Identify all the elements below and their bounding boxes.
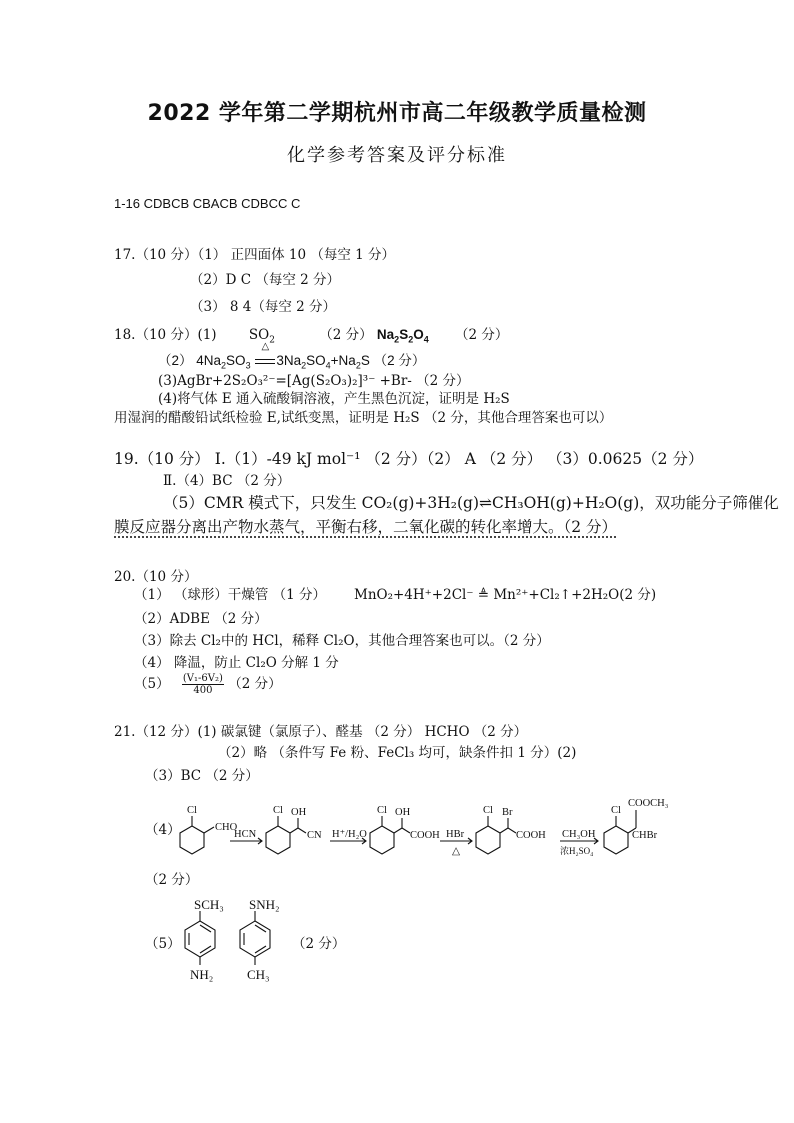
reagent-ch3oh: CH₃OH: [562, 829, 596, 840]
page-title: 2022 学年第二学期杭州市高二年级教学质量检测: [147, 101, 647, 126]
q19-line3: （5）CMR 模式下，只发生 CO₂(g)+3H₂(g)⇌CH₃OH(g)+H₂O(g)，双功能分子筛催化: [163, 494, 779, 512]
q20-line1a: （1） （球形）干燥管 （1 分）: [134, 587, 327, 603]
q21-5-score: （2 分）: [292, 936, 346, 952]
reagent-h-h2o: H⁺/H₂O: [332, 829, 367, 840]
q21-4-label: （4）: [145, 822, 181, 838]
label-cho: CHO: [215, 822, 238, 833]
q20-fraction: $\frac{\text{(V₁-6V₂)}}{400}$: [182, 673, 223, 696]
q20-head: 20.（10 分）: [114, 569, 198, 585]
q21-5-label: （5）: [145, 936, 181, 952]
q21-line1: 21.（12 分）(1) 碳氯键（氯原子）、醛基 （2 分） HCHO （2 分）: [114, 724, 528, 740]
q18-line3: (3)AgBr+2S₂O₃²⁻=[Ag(S₂O₃)₂]³⁻ +Br- （2 分）: [158, 373, 470, 389]
label-cl-2: Cl: [273, 805, 283, 816]
q20-line3: （3）除去 Cl₂中的 HCl，稀释 Cl₂O，其他合理答案也可以。（2 分）: [134, 633, 550, 649]
equals-sign: [255, 359, 275, 364]
label-oh-2: OH: [395, 807, 411, 818]
heat-symbol-2: △: [452, 846, 461, 857]
answers-1-16: 1-16 CDBCB CBACB CDBCC C: [114, 196, 301, 211]
q18-label: 18.（10 分）(1): [114, 327, 217, 343]
benzene-ring-4: [476, 826, 500, 854]
label-cooh-2: COOH: [516, 830, 546, 841]
isomer-a-top: SCH₃: [194, 897, 224, 912]
q18-line5: 用湿润的醋酸铅试纸检验 E,试纸变黑，证明是 H₂S （2 分，其他合理答案也可以）: [114, 410, 613, 426]
label-chbr: CHBr: [632, 830, 658, 841]
heat-symbol: △: [261, 341, 270, 352]
label-cl-4: Cl: [483, 805, 493, 816]
q17-line3: （3） 8 4（每空 2 分）: [190, 299, 337, 315]
benzene-ring-2: [266, 826, 290, 854]
q18-so2: $SO_2$: [248, 327, 275, 346]
q20-line1b: MnO₂+4H⁺+2Cl⁻ ≜ Mn²⁺+Cl₂↑+2H₂O(2 分): [354, 587, 657, 603]
q18-line2: （2） $4Na_2SO_3$ △ $3Na_2SO_4+Na_2S$ （2 分）: [158, 341, 426, 371]
page-subtitle: 化学参考答案及评分标准: [287, 145, 507, 166]
label-cooch3: COOCH₃: [628, 798, 669, 809]
q20-line5: （5） $\frac{\text{(V₁-6V₂)}}{400}$ （2 分）: [134, 673, 282, 696]
q19-line2: Ⅱ.（4）BC （2 分）: [163, 473, 291, 489]
isomer-a-bottom: NH₂: [190, 967, 214, 982]
label-cooh-1: COOH: [410, 830, 440, 841]
q19-line1: 19.（10 分） Ⅰ.（1）-49 kJ mol⁻¹ （2 分）（2） A （2 分） （3）0.0625（2 分）: [114, 450, 704, 468]
label-cl-5: Cl: [611, 805, 621, 816]
q18-line4: (4)将气体 E 通入硫酸铜溶液，产生黑色沉淀，证明是 H₂S: [158, 391, 510, 407]
benzene-ring-3: [370, 826, 394, 854]
label-cl-3: Cl: [377, 805, 387, 816]
q18-line1: [114, 323, 508, 346]
benzene-ring-1: [180, 826, 204, 854]
q19-line4: 膜反应器分离出产物水蒸气，平衡右移，二氧化碳的转化率增大。（2 分）: [114, 518, 618, 536]
q17-line1: 17.（10 分）（1） 正四面体 10 （每空 1 分）: [114, 247, 396, 263]
q21-line2: （2）略 （条件写 Fe 粉、FeCl₃ 均可，缺条件扣 1 分）(2): [218, 745, 577, 761]
q21-line3: （3）BC （2 分）: [145, 768, 259, 784]
synthesis-scheme: [170, 792, 690, 864]
benzene-ring-5: [604, 826, 628, 854]
reagent-hcn: HCN: [234, 829, 257, 840]
label-cn: CN: [307, 830, 322, 841]
q20-line2: （2）ADBE （2 分）: [134, 611, 268, 627]
q18-na2s2o4: $Na_2S_2O_4$: [376, 327, 429, 345]
reagent-hbr: HBr: [446, 829, 465, 840]
q18-score1: （2 分）: [319, 327, 373, 343]
isomer-structures: [175, 895, 295, 985]
isomer-b-top: SNH₂: [249, 897, 280, 912]
label-cl-1: Cl: [187, 805, 197, 816]
reagent-h2so4: 浓H₂SO₄: [560, 846, 594, 856]
q17-line2: （2）D C （每空 2 分）: [190, 272, 340, 288]
q20-line4: （4） 降温，防止 Cl₂O 分解 1 分: [134, 655, 339, 671]
label-br: Br: [502, 807, 513, 818]
label-oh-1: OH: [291, 807, 307, 818]
q18-score2: （2 分）: [455, 327, 509, 343]
isomer-b-bottom: CH₃: [247, 967, 270, 982]
q21-4-score: （2 分）: [145, 872, 199, 888]
